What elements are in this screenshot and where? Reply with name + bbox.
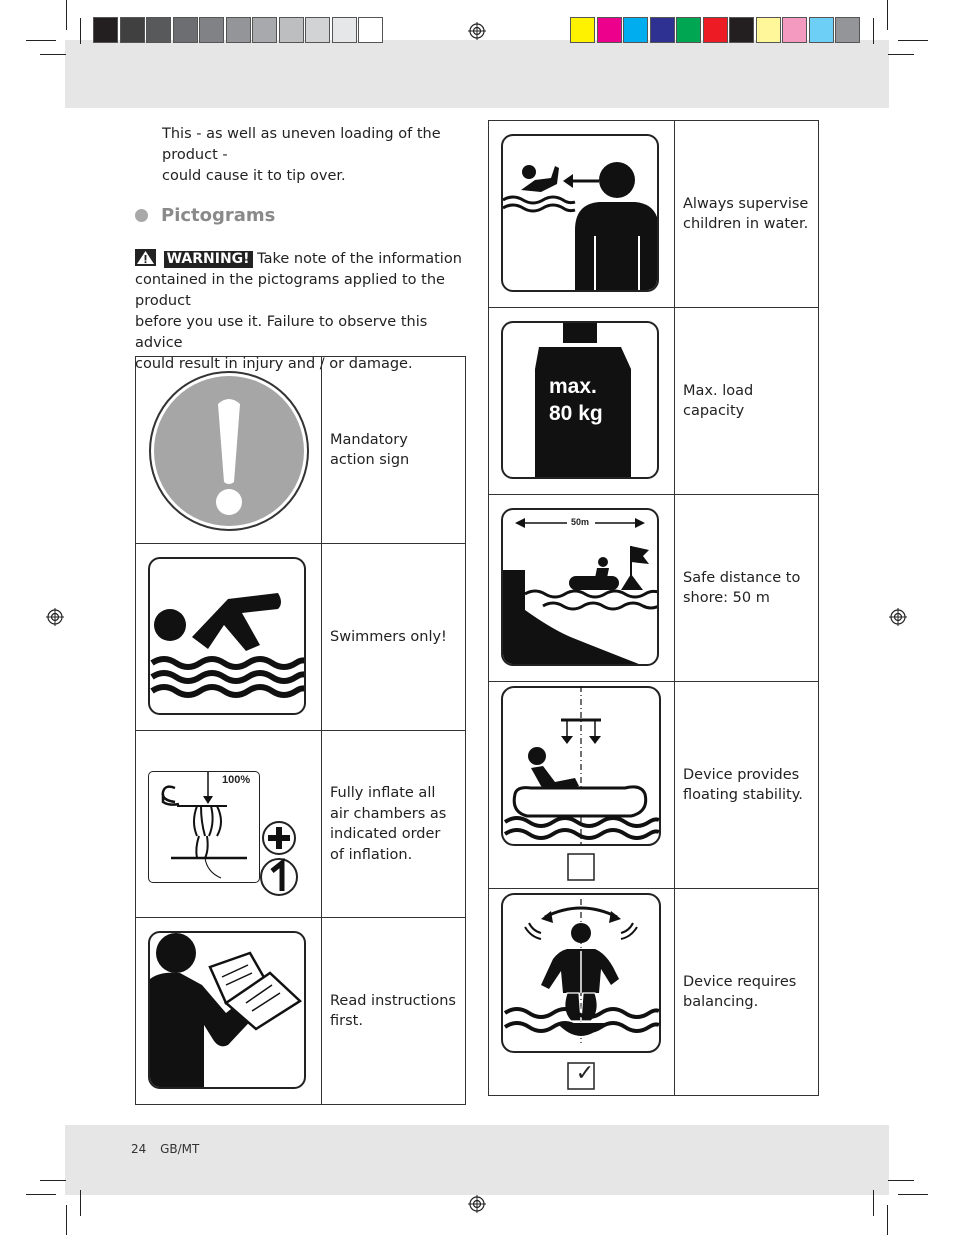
description-line: Device provides <box>683 766 800 783</box>
warning-line: could result in injury and / or damage. <box>135 356 413 372</box>
pictogram-description <box>322 357 466 544</box>
color-swatch <box>835 17 860 43</box>
table-row <box>489 308 819 495</box>
description-line: Max. load <box>683 382 754 399</box>
table-row <box>489 495 819 682</box>
table-row <box>489 889 819 1096</box>
description-line: of inflation. <box>330 846 413 863</box>
description-line: first. <box>330 1013 363 1029</box>
read-instructions-icon <box>150 933 304 1087</box>
distance-label: 50m <box>571 517 590 527</box>
color-swatch <box>570 17 595 43</box>
swimmer-icon <box>150 559 304 713</box>
pictogram-description <box>322 731 466 918</box>
description-line: floating stability. <box>683 787 803 803</box>
header-band <box>65 40 889 108</box>
intro-line: This - as well as uneven loading of the product - <box>162 126 441 163</box>
color-swatch <box>332 17 357 43</box>
warning-line: before you use it. Failure to observe this advice <box>135 314 428 351</box>
description-line: balancing. <box>683 994 759 1010</box>
color-swatch <box>809 17 834 43</box>
table-row <box>489 121 819 308</box>
plus-one-order-icon <box>258 821 300 901</box>
shore-distance-icon <box>503 510 657 664</box>
supervise-children-icon <box>503 136 657 290</box>
page-number: 24 <box>131 1142 147 1156</box>
color-swatch <box>729 17 754 43</box>
description-line: Device requires <box>683 973 797 990</box>
exclamation-mark-icon <box>148 370 310 532</box>
pictogram-table-left <box>135 356 466 1105</box>
color-swatch <box>93 17 118 43</box>
color-swatch <box>676 17 701 43</box>
table-row <box>136 731 466 918</box>
color-swatch <box>305 17 330 43</box>
warning-line: Take note of the information <box>257 251 462 267</box>
description-line: capacity <box>683 403 745 419</box>
language-code: GB/MT <box>160 1142 200 1156</box>
floating-stability-icon <box>501 686 661 886</box>
pictogram-description <box>675 889 819 1096</box>
section-heading-text: Pictograms <box>161 205 276 226</box>
weight-label-line: 80 kg <box>549 402 603 425</box>
footer-band <box>65 1125 889 1195</box>
color-swatch <box>252 17 277 43</box>
inflation-icon <box>148 771 260 883</box>
page-footer <box>131 1142 199 1156</box>
pictogram-description <box>675 308 819 495</box>
pictogram-description <box>675 495 819 682</box>
registration-mark-icon <box>46 608 64 626</box>
pictogram-description <box>322 544 466 731</box>
color-swatch <box>146 17 171 43</box>
table-row <box>136 544 466 731</box>
description-line: Fully inflate all <box>330 785 436 801</box>
description-line: Swimmers only! <box>330 628 447 645</box>
color-swatch <box>597 17 622 43</box>
intro-line: could cause it to tip over. <box>162 168 346 184</box>
description-line: air chambers as <box>330 805 447 822</box>
color-swatch <box>173 17 198 43</box>
color-swatch <box>623 17 648 43</box>
color-swatch <box>782 17 807 43</box>
registration-mark-icon <box>889 608 907 626</box>
description-line: indicated order <box>330 826 441 842</box>
description-line: action sign <box>330 452 410 468</box>
registration-mark-icon <box>468 1195 486 1213</box>
table-row <box>136 357 466 544</box>
color-swatch <box>650 17 675 43</box>
warning-badge: WARNING! <box>164 251 253 268</box>
bullet-icon <box>135 209 148 222</box>
pictogram-description <box>675 682 819 889</box>
pictogram-description <box>322 918 466 1105</box>
description-line: shore: 50 m <box>683 590 770 606</box>
description-line: Always supervise <box>683 195 809 212</box>
warning-line: contained in the pictograms applied to the product <box>135 272 445 309</box>
description-line: children in water. <box>683 216 809 232</box>
pictogram-table-right <box>488 120 819 1096</box>
table-row <box>489 682 819 889</box>
checkmark-icon: ✓ <box>575 1061 595 1086</box>
intro-paragraph <box>162 124 482 187</box>
color-swatch <box>279 17 304 43</box>
color-swatch <box>120 17 145 43</box>
color-swatch <box>226 17 251 43</box>
color-swatch <box>199 17 224 43</box>
description-line: Mandatory <box>330 431 408 448</box>
color-swatch <box>358 17 383 43</box>
registration-mark-icon <box>468 22 486 40</box>
color-swatch <box>756 17 781 43</box>
weight-label <box>549 373 603 427</box>
warning-triangle-icon <box>135 249 156 266</box>
description-line: Read instructions <box>330 992 456 1009</box>
inflation-percent-label: 100% <box>222 774 251 786</box>
description-line: Safe distance to <box>683 569 801 586</box>
color-swatch <box>703 17 728 43</box>
pictogram-description <box>675 121 819 308</box>
weight-label-line: max. <box>549 375 597 398</box>
table-row <box>136 918 466 1105</box>
